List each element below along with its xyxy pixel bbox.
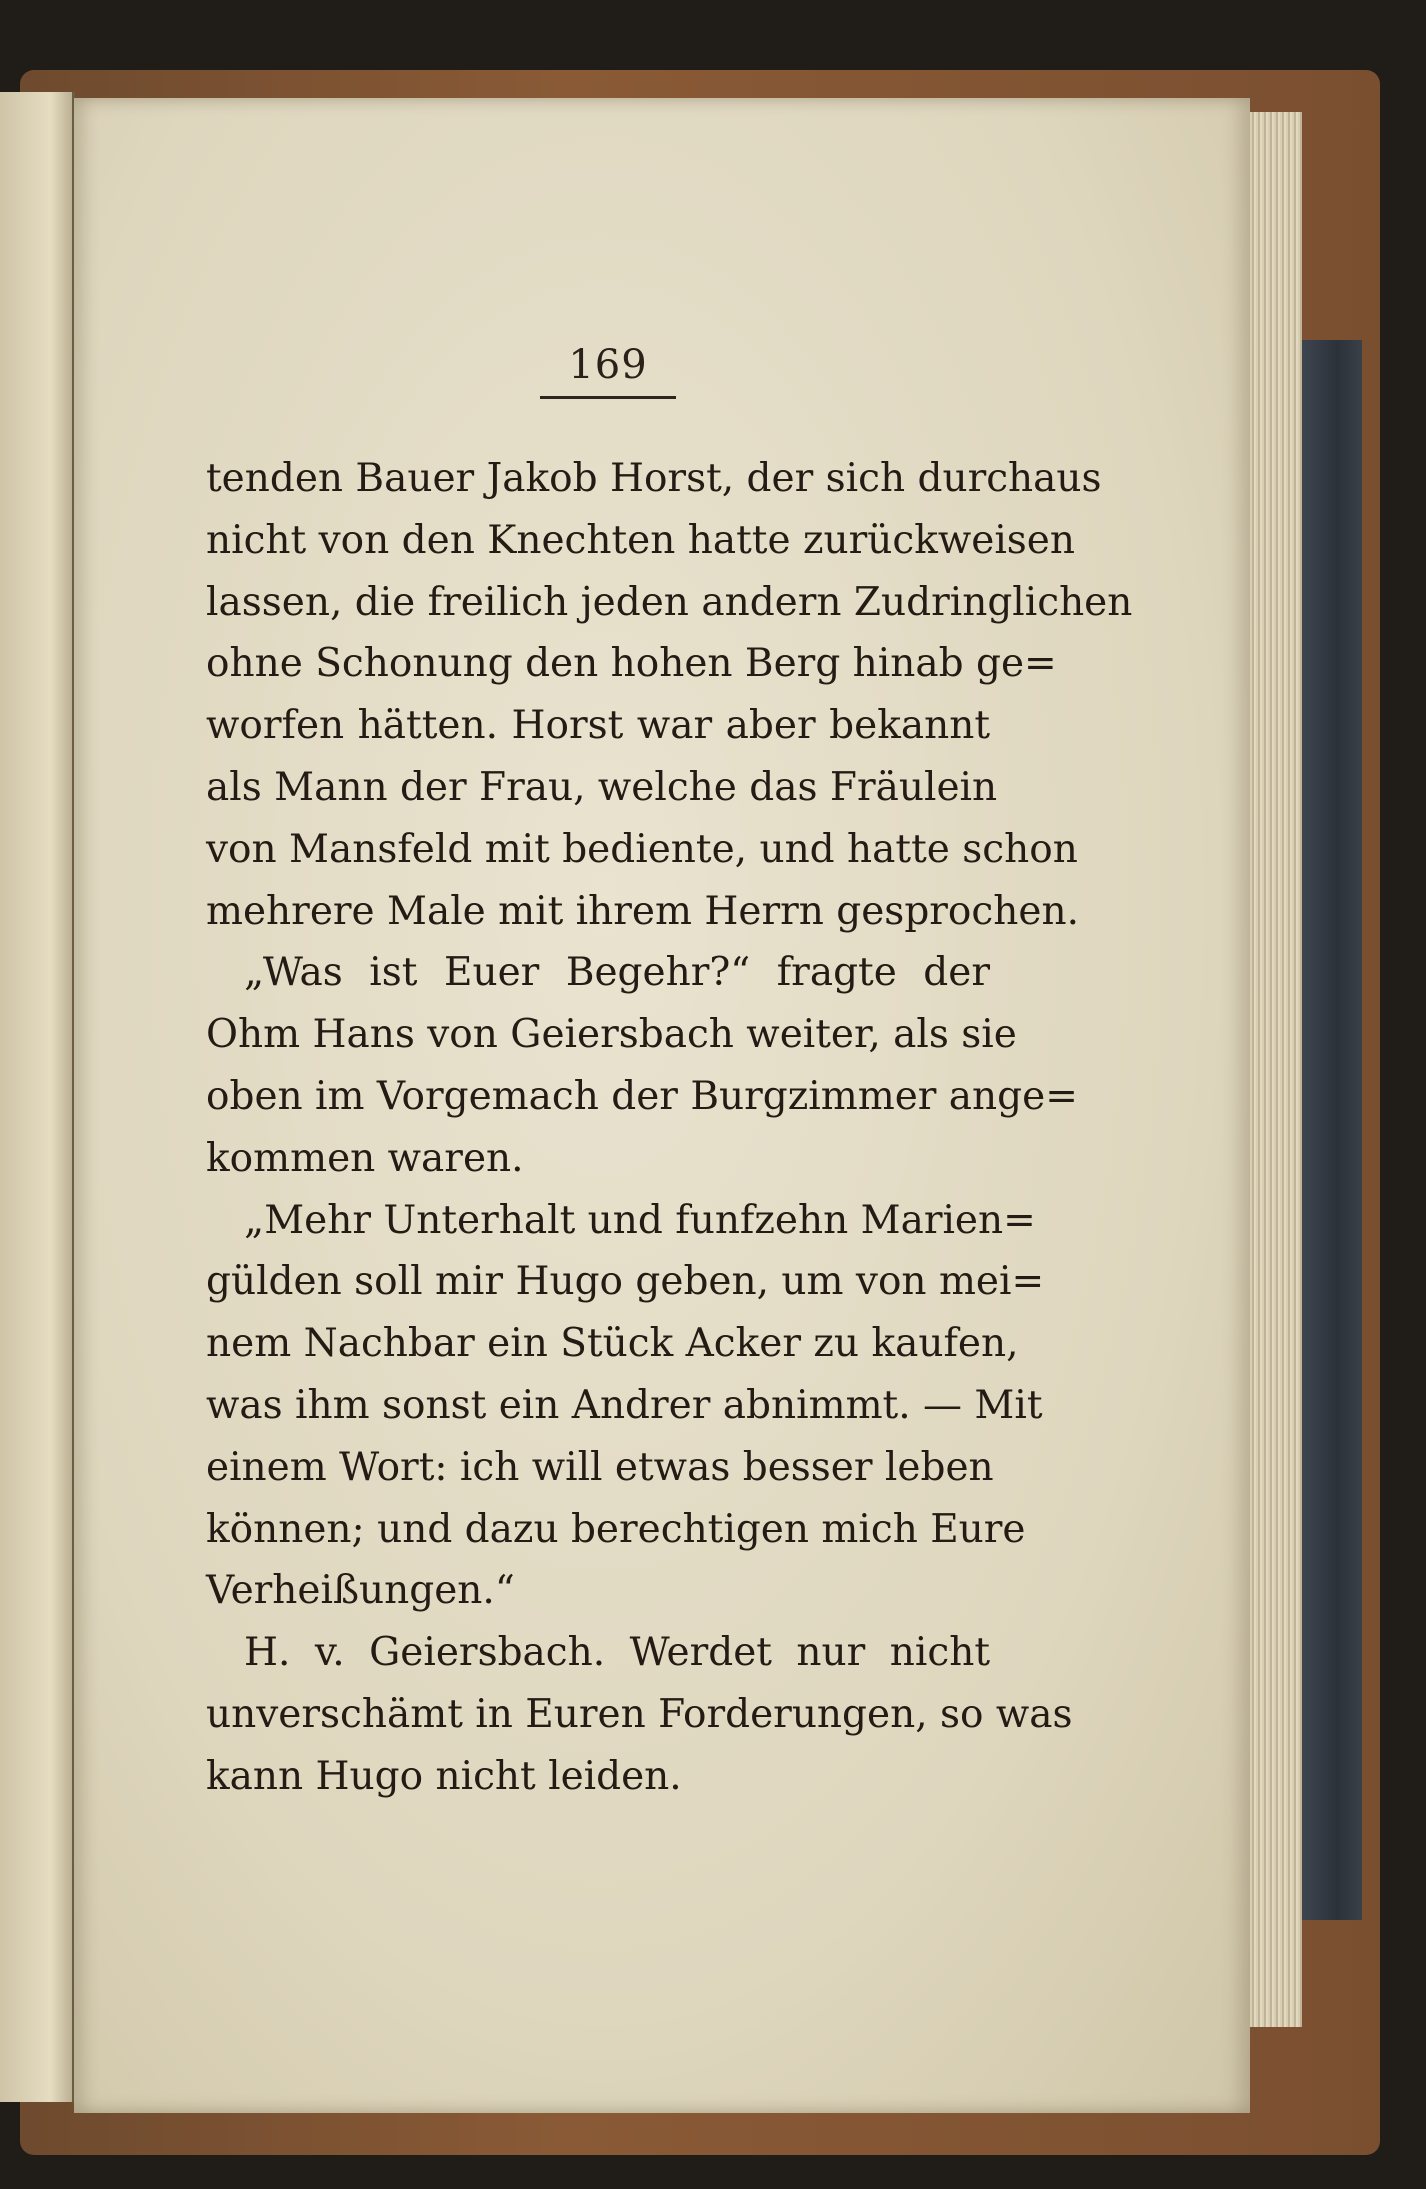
text-line: von Mansfeld mit bediente, und hatte schon	[206, 826, 1078, 872]
text-line: Verheißungen.“	[206, 1568, 515, 1614]
text-line: tenden Bauer Jakob Horst, der sich durchaus	[206, 456, 1102, 501]
text-line: „Was ist Euer Begehr?“ fragte der	[244, 950, 990, 996]
header-rule	[540, 396, 676, 399]
text-line: gülden soll mir Hugo geben, um von mei=	[206, 1259, 1045, 1305]
text-line: kann Hugo nicht leiden.	[206, 1753, 682, 1799]
text-line: ohne Schonung den hohen Berg hinab ge=	[206, 641, 1057, 687]
text-line: Ohm Hans von Geiersbach weiter, als sie	[206, 1012, 1017, 1058]
page-header	[540, 342, 676, 399]
text-line: lassen, die freilich jeden andern Zudringlichen	[206, 579, 1133, 625]
text-line: als Mann der Frau, welche das Fräulein	[206, 764, 998, 810]
body-text	[206, 448, 1133, 1808]
text-line: oben im Vorgemach der Burgzimmer ange=	[206, 1073, 1078, 1119]
text-line: H. v. Geiersbach. Werdet nur nicht	[244, 1630, 990, 1676]
left-page-edge	[0, 92, 75, 2102]
text-line: können; und dazu berechtigen mich Eure	[206, 1506, 1026, 1552]
text-line: einem Wort: ich will etwas besser leben	[206, 1444, 994, 1490]
page-number: 169	[568, 342, 648, 388]
text-line: mehrere Male mit ihrem Herrn gesprochen.	[206, 888, 1079, 934]
text-line: nicht von den Knechten hatte zurückweisen	[206, 517, 1076, 563]
text-line: kommen waren.	[206, 1135, 524, 1181]
cover-cloth-band	[1300, 340, 1362, 1920]
text-line: was ihm sonst ein Andrer abnimmt. — Mit	[206, 1382, 1043, 1428]
text-line: unverschämt in Euren Forderungen, so was	[206, 1691, 1073, 1737]
text-line: „Mehr Unterhalt und funfzehn Marien=	[244, 1197, 1036, 1243]
text-line: worfen hätten. Horst war aber bekannt	[206, 703, 990, 749]
text-line: nem Nachbar ein Stück Acker zu kaufen,	[206, 1321, 1019, 1367]
